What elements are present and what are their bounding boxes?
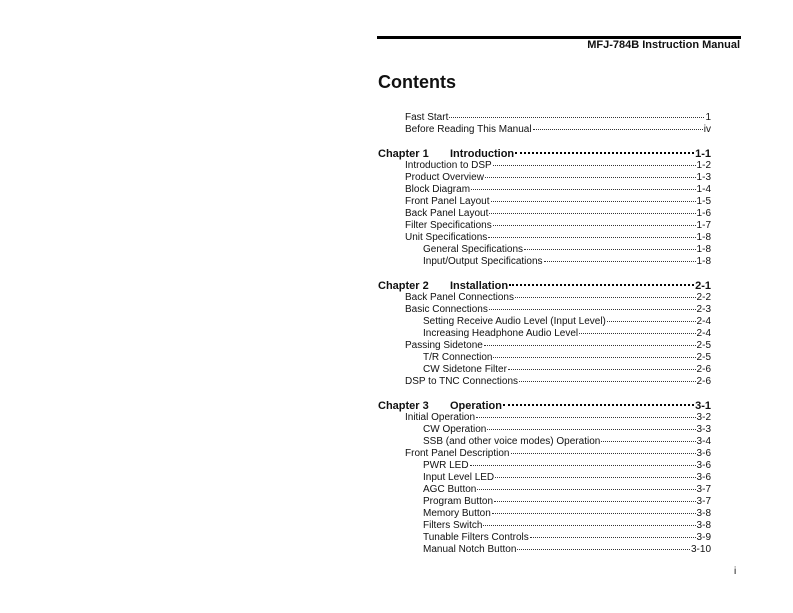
dot-leader — [503, 403, 694, 406]
toc-page-number: 1-2 — [696, 160, 711, 171]
toc-entry-row[interactable] — [378, 496, 711, 508]
toc-entry-row[interactable] — [378, 376, 711, 388]
toc-page-number: 3-8 — [696, 520, 711, 531]
toc-entry-label: Passing Sidetone — [405, 340, 483, 351]
toc-page-number: 3-9 — [696, 532, 711, 543]
toc-entry-row[interactable] — [378, 316, 711, 328]
toc-entry-row[interactable] — [378, 412, 711, 424]
dot-leader — [530, 536, 696, 538]
toc-entry-row[interactable] — [378, 544, 711, 556]
dot-leader — [487, 428, 695, 430]
toc-entry-label: Manual Notch Button — [423, 544, 517, 555]
dot-leader — [524, 248, 695, 250]
toc-page-number: 1-4 — [696, 184, 711, 195]
dot-leader — [477, 488, 695, 490]
toc-page-number: 3-6 — [696, 460, 711, 471]
dot-leader — [544, 260, 696, 262]
toc-page-number: 2-4 — [696, 328, 711, 339]
dot-leader — [509, 283, 694, 286]
toc-page-number: 1-1 — [695, 148, 711, 160]
toc-entry-row[interactable] — [378, 424, 711, 436]
dot-leader — [489, 308, 696, 310]
toc-entry-row[interactable] — [378, 484, 711, 496]
table-of-contents — [378, 112, 711, 556]
toc-page-number: 3-6 — [696, 448, 711, 459]
toc-entry-row[interactable] — [378, 292, 711, 304]
toc-chapter-number: Chapter 2 — [378, 280, 429, 292]
dot-leader — [489, 212, 695, 214]
toc-entry-row[interactable] — [378, 220, 711, 232]
dot-leader — [449, 116, 704, 118]
toc-chapter-heading — [378, 148, 514, 160]
toc-entry-label: Fast Start — [405, 112, 449, 123]
dot-leader — [491, 200, 696, 202]
dot-leader — [517, 548, 690, 550]
toc-chapter-row[interactable] — [378, 148, 711, 160]
dot-leader — [493, 356, 695, 358]
toc-entry-label: Front Panel Layout — [405, 196, 490, 207]
toc-page-number: 2-4 — [696, 316, 711, 327]
dot-leader — [476, 416, 696, 418]
toc-entry-label: SSB (and other voice modes) Operation — [423, 436, 601, 447]
toc-entry-row[interactable] — [378, 256, 711, 268]
toc-entry-label: DSP to TNC Connections — [405, 376, 519, 387]
dot-leader — [515, 296, 696, 298]
toc-entry-label: PWR LED — [423, 460, 469, 471]
toc-page-number: iv — [703, 124, 711, 135]
toc-page-number: 2-5 — [696, 340, 711, 351]
toc-entry-row[interactable] — [378, 232, 711, 244]
toc-page-number: 3-7 — [696, 496, 711, 507]
toc-entry-label: Program Button — [423, 496, 494, 507]
dot-leader — [470, 464, 696, 466]
toc-page-number: 3-2 — [696, 412, 711, 423]
toc-entry-label: T/R Connection — [423, 352, 493, 363]
toc-entry-label: Tunable Filters Controls — [423, 532, 529, 543]
toc-entry-row[interactable] — [378, 196, 711, 208]
dot-leader — [484, 344, 696, 346]
toc-entry-label: CW Sidetone Filter — [423, 364, 507, 375]
toc-spacer — [378, 268, 711, 280]
toc-page-number: 3-4 — [696, 436, 711, 447]
dot-leader — [607, 320, 696, 322]
toc-page-number: 3-1 — [695, 400, 711, 412]
toc-chapter-heading — [378, 400, 502, 412]
dot-leader — [515, 151, 694, 154]
toc-chapter-title: Installation — [450, 280, 509, 292]
toc-entry-row[interactable] — [378, 436, 711, 448]
toc-entry-row[interactable] — [378, 208, 711, 220]
toc-page-number: 2-6 — [696, 364, 711, 375]
toc-chapter-number: Chapter 1 — [378, 148, 429, 160]
toc-entry-row[interactable] — [378, 184, 711, 196]
toc-entry-row[interactable] — [378, 328, 711, 340]
toc-entry-label: General Specifications — [423, 244, 524, 255]
toc-entry-row[interactable] — [378, 112, 711, 124]
toc-page-number: 2-2 — [696, 292, 711, 303]
toc-page-number: 3-8 — [696, 508, 711, 519]
toc-page-number: 2-5 — [696, 352, 711, 363]
dot-leader — [601, 440, 695, 442]
toc-page-number: 1-8 — [696, 244, 711, 255]
toc-entry-label: Increasing Headphone Audio Level — [423, 328, 579, 339]
toc-entry-label: Initial Operation — [405, 412, 476, 423]
dot-leader — [495, 476, 695, 478]
toc-page-number: 1-3 — [696, 172, 711, 183]
toc-chapter-heading — [378, 280, 508, 292]
toc-entry-row[interactable] — [378, 448, 711, 460]
toc-entry-row[interactable] — [378, 160, 711, 172]
toc-entry-label: AGC Button — [423, 484, 477, 495]
dot-leader — [492, 512, 696, 514]
toc-entry-row[interactable] — [378, 520, 711, 532]
running-header: MFJ-784B Instruction Manual — [587, 39, 740, 51]
toc-entry-label: Filters Switch — [423, 520, 483, 531]
toc-entry-row[interactable] — [378, 304, 711, 316]
toc-page-number: 1-8 — [696, 256, 711, 267]
dot-leader — [471, 188, 696, 190]
toc-entry-row[interactable] — [378, 244, 711, 256]
dot-leader — [493, 224, 696, 226]
toc-chapter-row[interactable] — [378, 280, 711, 292]
toc-entry-row[interactable] — [378, 340, 711, 352]
toc-spacer — [378, 136, 711, 148]
dot-leader — [493, 164, 696, 166]
toc-entry-row[interactable] — [378, 460, 711, 472]
toc-page-number: 2-1 — [695, 280, 711, 292]
toc-entry-label: Input Level LED — [423, 472, 495, 483]
page-title: Contents — [378, 72, 456, 92]
toc-chapter-title: Operation — [450, 400, 502, 412]
toc-entry-row[interactable] — [378, 364, 711, 376]
toc-entry-label: Unit Specifications — [405, 232, 488, 243]
toc-chapter-row[interactable] — [378, 400, 711, 412]
toc-entry-label: Setting Receive Audio Level (Input Level) — [423, 316, 606, 327]
dot-leader — [508, 368, 696, 370]
toc-entry-row[interactable] — [378, 508, 711, 520]
toc-entry-label: Back Panel Connections — [405, 292, 514, 303]
toc-page-number: 3-7 — [696, 484, 711, 495]
toc-spacer — [378, 388, 711, 400]
dot-leader — [533, 128, 703, 130]
toc-page-number: 1 — [705, 112, 711, 123]
toc-page-number: 2-3 — [696, 304, 711, 315]
page-number: i — [734, 566, 737, 577]
toc-entry-label: Front Panel Description — [405, 448, 510, 459]
toc-page-number: 1-8 — [696, 232, 711, 243]
toc-entry-label: Back Panel Layout — [405, 208, 489, 219]
toc-page-number: 3-10 — [690, 544, 711, 555]
toc-entry-label: Filter Specifications — [405, 220, 492, 231]
toc-entry-row[interactable] — [378, 172, 711, 184]
toc-entry-label: Block Diagram — [405, 184, 471, 195]
toc-entry-label: Introduction to DSP — [405, 160, 492, 171]
toc-entry-row[interactable] — [378, 472, 711, 484]
toc-entry-label: Input/Output Specifications — [423, 256, 543, 267]
dot-leader — [483, 524, 695, 526]
dot-leader — [511, 452, 696, 454]
dot-leader — [494, 500, 696, 502]
toc-chapter-number: Chapter 3 — [378, 400, 429, 412]
toc-entry-row[interactable] — [378, 352, 711, 364]
toc-page-number: 1-7 — [696, 220, 711, 231]
dot-leader — [488, 236, 695, 238]
dot-leader — [579, 332, 695, 334]
toc-entry-label: Basic Connections — [405, 304, 488, 315]
toc-page-number: 3-3 — [696, 424, 711, 435]
toc-entry-row[interactable] — [378, 124, 711, 136]
toc-page-number: 1-6 — [696, 208, 711, 219]
toc-page-number: 3-6 — [696, 472, 711, 483]
toc-chapter-title: Introduction — [450, 148, 515, 160]
toc-page-number: 2-6 — [696, 376, 711, 387]
dot-leader — [485, 176, 696, 178]
toc-entry-label: CW Operation — [423, 424, 487, 435]
toc-entry-row[interactable] — [378, 532, 711, 544]
dot-leader — [519, 380, 696, 382]
toc-entry-label: Memory Button — [423, 508, 491, 519]
toc-entry-label: Product Overview — [405, 172, 484, 183]
toc-page-number: 1-5 — [696, 196, 711, 207]
toc-entry-label: Before Reading This Manual — [405, 124, 532, 135]
